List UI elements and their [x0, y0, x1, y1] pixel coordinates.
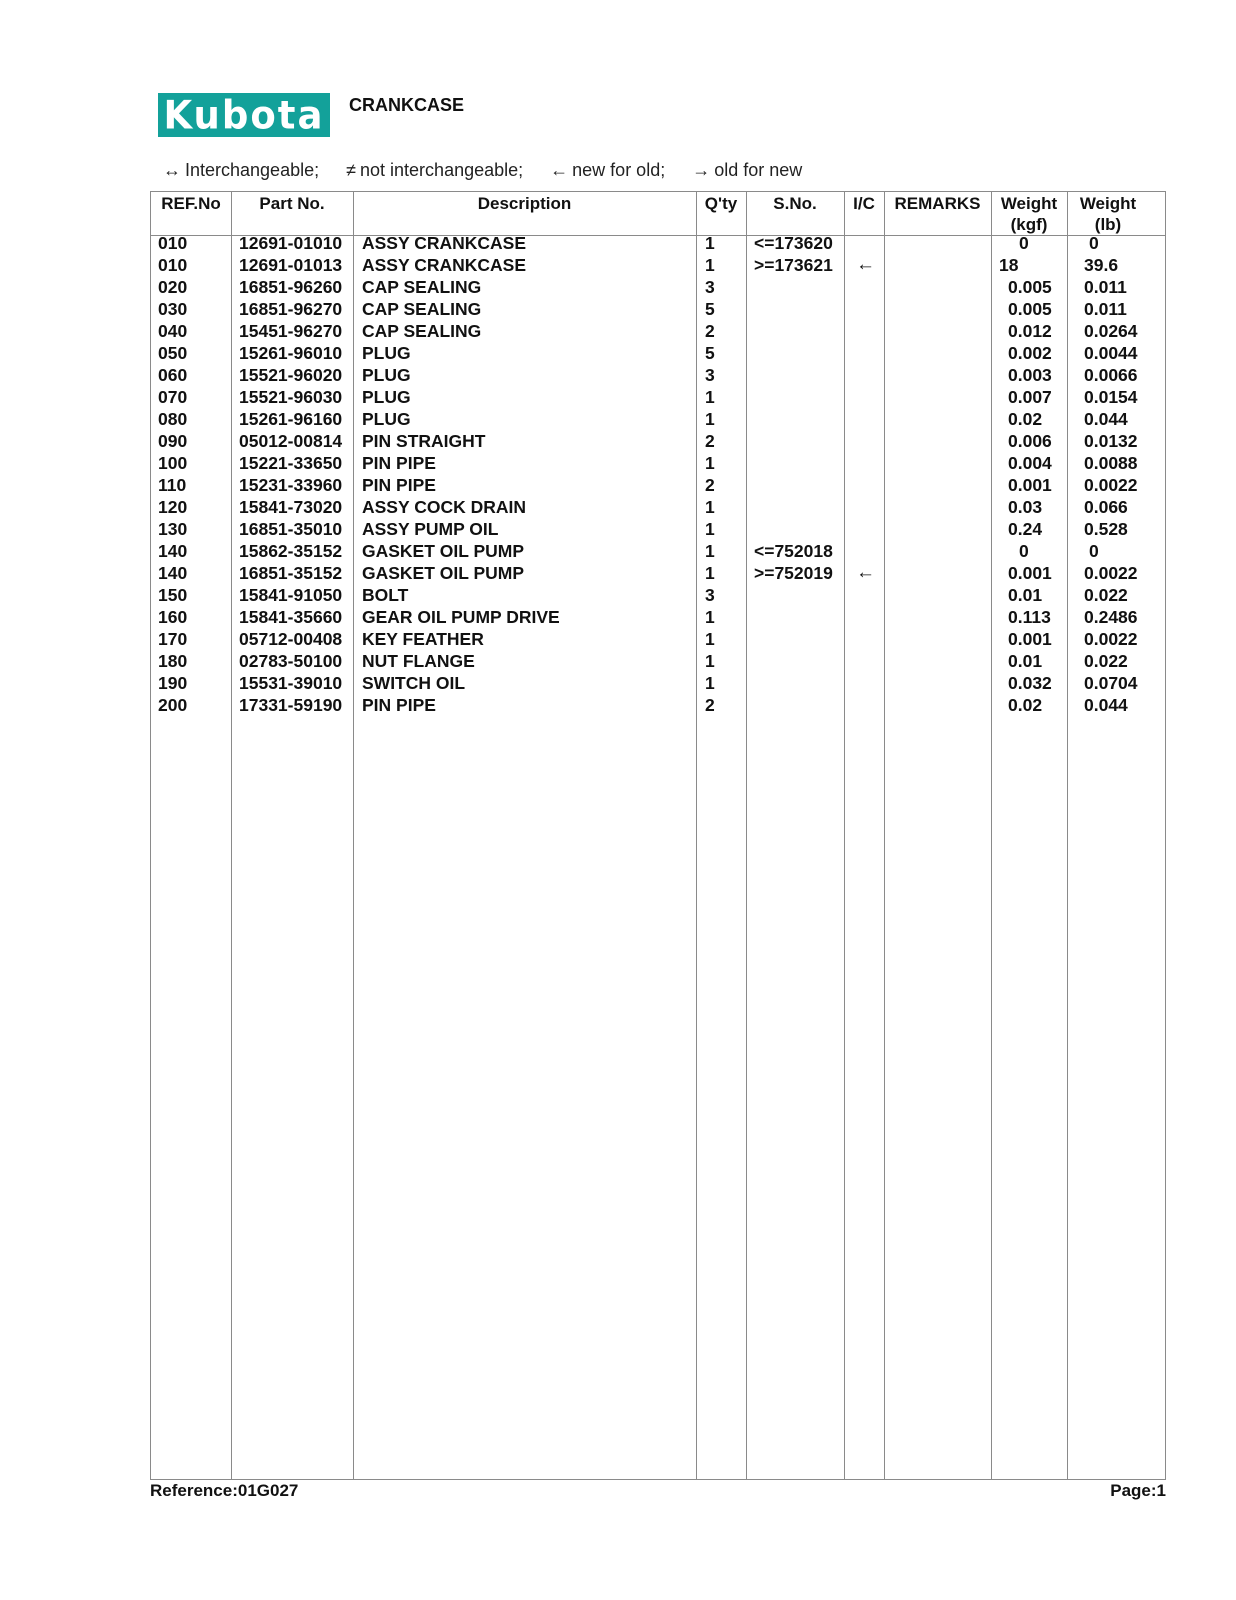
part-no-cell: 16851-96270 — [239, 299, 343, 319]
table-row — [151, 628, 1165, 650]
ref-no-cell: 200 — [158, 695, 188, 715]
description-cell: BOLT — [362, 585, 409, 605]
table-row — [151, 540, 1165, 562]
table-row — [151, 232, 1165, 254]
part-no-cell: 05712-00408 — [239, 629, 343, 649]
column-header-ref-no: REF.No — [161, 194, 221, 213]
description-cell: PIN PIPE — [362, 695, 436, 715]
table-row — [151, 650, 1165, 672]
part-no-cell: 05012-00814 — [239, 431, 343, 451]
qty-cell: 1 — [705, 497, 715, 517]
part-no-cell: 16851-35152 — [239, 563, 343, 583]
weight-kgf-cell: 0.001 — [1008, 629, 1052, 649]
table-row — [151, 694, 1165, 716]
part-no-cell: 15862-35152 — [239, 541, 343, 561]
legend-label: old for new — [714, 160, 803, 180]
part-no-cell: 12691-01010 — [239, 233, 343, 253]
page-title: CRANKCASE — [349, 95, 465, 115]
ref-no-cell: 150 — [158, 585, 188, 605]
description-cell: KEY FEATHER — [362, 629, 484, 649]
ref-no-cell: 010 — [158, 255, 188, 275]
weight-lb-cell: 0.011 — [1084, 277, 1127, 297]
ref-no-cell: 010 — [158, 233, 188, 253]
qty-cell: 1 — [705, 541, 715, 561]
table-row — [151, 496, 1165, 518]
weight-lb-cell: 0 — [1089, 233, 1099, 253]
ref-no-cell: 060 — [158, 365, 188, 385]
description-cell: PLUG — [362, 343, 411, 363]
left-arrow-icon: ← — [550, 160, 569, 180]
part-no-cell: 15231-33960 — [239, 475, 343, 495]
weight-lb-cell: 0.0264 — [1084, 321, 1138, 341]
weight-kgf-cell: 0.24 — [1008, 519, 1043, 539]
qty-cell: 2 — [705, 475, 715, 495]
table-row — [151, 254, 1165, 276]
description-cell: PLUG — [362, 409, 411, 429]
description-cell: GASKET OIL PUMP — [362, 541, 525, 561]
new-for-old-arrow-icon: ← — [856, 562, 875, 583]
logo-text: Kubota — [163, 92, 325, 138]
weight-kgf-cell: 0.005 — [1008, 299, 1052, 319]
ref-no-cell: 140 — [158, 541, 188, 561]
table-row — [151, 672, 1165, 694]
weight-lb-cell: 39.6 — [1084, 255, 1119, 275]
ref-no-cell: 110 — [158, 475, 187, 495]
serial-no-cell: >=752019 — [754, 563, 833, 583]
weight-kgf-cell: 0.01 — [1008, 651, 1043, 671]
ref-no-cell: 020 — [158, 277, 188, 297]
description-cell: PLUG — [362, 365, 411, 385]
description-cell: SWITCH OIL — [362, 673, 466, 693]
table-row — [151, 276, 1165, 298]
weight-lb-cell: 0.0022 — [1084, 629, 1138, 649]
part-no-cell: 16851-96260 — [239, 277, 343, 297]
column-header-part-no: Part No. — [259, 194, 325, 213]
table-row — [151, 452, 1165, 474]
qty-cell: 1 — [705, 409, 715, 429]
weight-lb-cell: 0.0088 — [1084, 453, 1138, 473]
legend-item-old-for-new — [692, 160, 802, 181]
interchangeability-legend — [163, 160, 824, 181]
ref-no-cell: 180 — [158, 651, 188, 671]
weight-kgf-cell: 0.006 — [1008, 431, 1052, 451]
qty-cell: 1 — [705, 673, 715, 693]
legend-item-not-interchangeable — [346, 160, 523, 181]
description-cell: GEAR OIL PUMP DRIVE — [362, 607, 560, 627]
table-row — [151, 584, 1165, 606]
legend-item-interchangeable — [163, 160, 319, 181]
weight-kgf-cell: 0.001 — [1008, 475, 1052, 495]
weight-kgf-cell: 0.005 — [1008, 277, 1052, 297]
new-for-old-arrow-icon: ← — [856, 254, 875, 275]
table-row — [151, 430, 1165, 452]
weight-lb-cell: 0.0022 — [1084, 475, 1138, 495]
weight-kgf-cell: 0.02 — [1008, 409, 1043, 429]
qty-cell: 3 — [705, 365, 715, 385]
weight-lb-cell: 0.022 — [1084, 585, 1128, 605]
ref-no-cell: 130 — [158, 519, 188, 539]
description-cell: ASSY COCK DRAIN — [362, 497, 527, 517]
qty-cell: 2 — [705, 695, 715, 715]
part-no-cell: 15521-96030 — [239, 387, 343, 407]
part-no-cell: 15451-96270 — [239, 321, 343, 341]
double-arrow-icon: ↔ — [163, 160, 181, 180]
ref-no-cell: 170 — [158, 629, 188, 649]
weight-lb-cell: 0.0066 — [1084, 365, 1138, 385]
table-row — [151, 562, 1165, 584]
legend-label: new for old; — [572, 160, 666, 180]
ref-no-cell: 030 — [158, 299, 188, 319]
weight-kgf-cell: 0.01 — [1008, 585, 1043, 605]
description-cell: CAP SEALING — [362, 277, 482, 297]
ref-no-cell: 090 — [158, 431, 188, 451]
ref-no-cell: 050 — [158, 343, 188, 363]
table-row — [151, 298, 1165, 320]
weight-kgf-cell: 0.007 — [1008, 387, 1052, 407]
description-cell: ASSY CRANKCASE — [362, 255, 527, 275]
part-no-cell: 15531-39010 — [239, 673, 343, 693]
qty-cell: 1 — [705, 607, 715, 627]
weight-lb-cell: 0.0704 — [1084, 673, 1138, 693]
part-no-cell: 12691-01013 — [239, 255, 343, 275]
legend-item-new-for-old — [550, 160, 665, 181]
qty-cell: 1 — [705, 563, 715, 583]
description-cell: PIN PIPE — [362, 475, 436, 495]
weight-lb-cell: 0.066 — [1084, 497, 1128, 517]
weight-lb-cell: 0.0044 — [1084, 343, 1138, 363]
weight-kgf-cell: 0.003 — [1008, 365, 1052, 385]
ref-no-cell: 160 — [158, 607, 188, 627]
right-arrow-icon: → — [692, 160, 711, 180]
description-cell: PIN PIPE — [362, 453, 436, 473]
parts-table — [150, 191, 1166, 1480]
column-header-weight-lb: Weight (lb) — [1079, 194, 1137, 234]
qty-cell: 5 — [705, 299, 715, 319]
weight-kgf-cell: 0 — [1019, 233, 1029, 253]
weight-lb-cell: 0.022 — [1084, 651, 1128, 671]
column-header-remarks: REMARKS — [894, 194, 981, 213]
column-header-ic: I/C — [853, 194, 875, 213]
serial-no-cell: >=173621 — [754, 255, 833, 275]
column-header-description: Description — [477, 194, 572, 213]
kubota-logo — [158, 93, 330, 137]
part-no-cell: 17331-59190 — [239, 695, 343, 715]
not-equal-icon: ≠ — [346, 160, 357, 180]
ref-no-cell: 190 — [158, 673, 188, 693]
column-header-serial-no: S.No. — [773, 194, 817, 213]
qty-cell: 3 — [705, 277, 715, 297]
qty-cell: 2 — [705, 321, 715, 341]
part-no-cell: 15261-96010 — [239, 343, 343, 363]
part-no-cell: 15521-96020 — [239, 365, 343, 385]
serial-no-cell: <=752018 — [754, 541, 833, 561]
weight-lb-cell: 0.0154 — [1084, 387, 1138, 407]
weight-lb-cell: 0.011 — [1084, 299, 1127, 319]
page-number: Page:1 — [1110, 1481, 1166, 1500]
weight-lb-cell: 0.528 — [1084, 519, 1128, 539]
description-cell: PLUG — [362, 387, 411, 407]
part-no-cell: 15221-33650 — [239, 453, 343, 473]
weight-lb-cell: 0.2486 — [1084, 607, 1138, 627]
weight-lb-cell: 0.044 — [1084, 409, 1128, 429]
weight-kgf-cell: 0.113 — [1008, 607, 1051, 627]
weight-lb-cell: 0.0022 — [1084, 563, 1138, 583]
weight-kgf-cell: 0 — [1019, 541, 1029, 561]
legend-label: Interchangeable; — [185, 160, 320, 180]
description-cell: CAP SEALING — [362, 299, 482, 319]
ref-no-cell: 120 — [158, 497, 188, 517]
table-row — [151, 386, 1165, 408]
qty-cell: 2 — [705, 431, 715, 451]
part-no-cell: 15841-35660 — [239, 607, 343, 627]
qty-cell: 1 — [705, 453, 715, 473]
ref-no-cell: 080 — [158, 409, 188, 429]
weight-lb-cell: 0 — [1089, 541, 1099, 561]
description-cell: GASKET OIL PUMP — [362, 563, 525, 583]
weight-lb-cell: 0.044 — [1084, 695, 1128, 715]
part-no-cell: 15841-73020 — [239, 497, 343, 517]
qty-cell: 1 — [705, 387, 715, 407]
reference-label: Reference:01G027 — [150, 1481, 299, 1500]
weight-kgf-cell: 0.03 — [1008, 497, 1043, 517]
ref-no-cell: 070 — [158, 387, 188, 407]
description-cell: ASSY PUMP OIL — [362, 519, 499, 539]
column-header-qty: Q'ty — [704, 194, 738, 213]
weight-kgf-cell: 0.001 — [1008, 563, 1052, 583]
qty-cell: 1 — [705, 629, 715, 649]
table-row — [151, 342, 1165, 364]
ref-no-cell: 040 — [158, 321, 188, 341]
table-row — [151, 518, 1165, 540]
weight-kgf-cell: 18 — [999, 255, 1019, 275]
part-no-cell: 15261-96160 — [239, 409, 343, 429]
table-row — [151, 408, 1165, 430]
description-cell: PIN STRAIGHT — [362, 431, 486, 451]
qty-cell: 5 — [705, 343, 715, 363]
qty-cell: 1 — [705, 255, 715, 275]
table-row — [151, 606, 1165, 628]
weight-kgf-cell: 0.002 — [1008, 343, 1052, 363]
column-header-weight-kgf: Weight (kgf) — [1000, 194, 1058, 234]
weight-lb-cell: 0.0132 — [1084, 431, 1138, 451]
description-cell: NUT FLANGE — [362, 651, 475, 671]
description-cell: CAP SEALING — [362, 321, 482, 341]
table-row — [151, 474, 1165, 496]
weight-kgf-cell: 0.012 — [1008, 321, 1052, 341]
qty-cell: 1 — [705, 233, 715, 253]
serial-no-cell: <=173620 — [754, 233, 833, 253]
legend-label: not interchangeable; — [360, 160, 524, 180]
ref-no-cell: 140 — [158, 563, 188, 583]
part-no-cell: 15841-91050 — [239, 585, 343, 605]
part-no-cell: 16851-35010 — [239, 519, 343, 539]
qty-cell: 1 — [705, 519, 715, 539]
weight-kgf-cell: 0.02 — [1008, 695, 1043, 715]
weight-kgf-cell: 0.004 — [1008, 453, 1052, 473]
description-cell: ASSY CRANKCASE — [362, 233, 527, 253]
qty-cell: 1 — [705, 651, 715, 671]
qty-cell: 3 — [705, 585, 715, 605]
part-no-cell: 02783-50100 — [239, 651, 343, 671]
weight-kgf-cell: 0.032 — [1008, 673, 1052, 693]
ref-no-cell: 100 — [158, 453, 188, 473]
table-row — [151, 320, 1165, 342]
table-row — [151, 364, 1165, 386]
